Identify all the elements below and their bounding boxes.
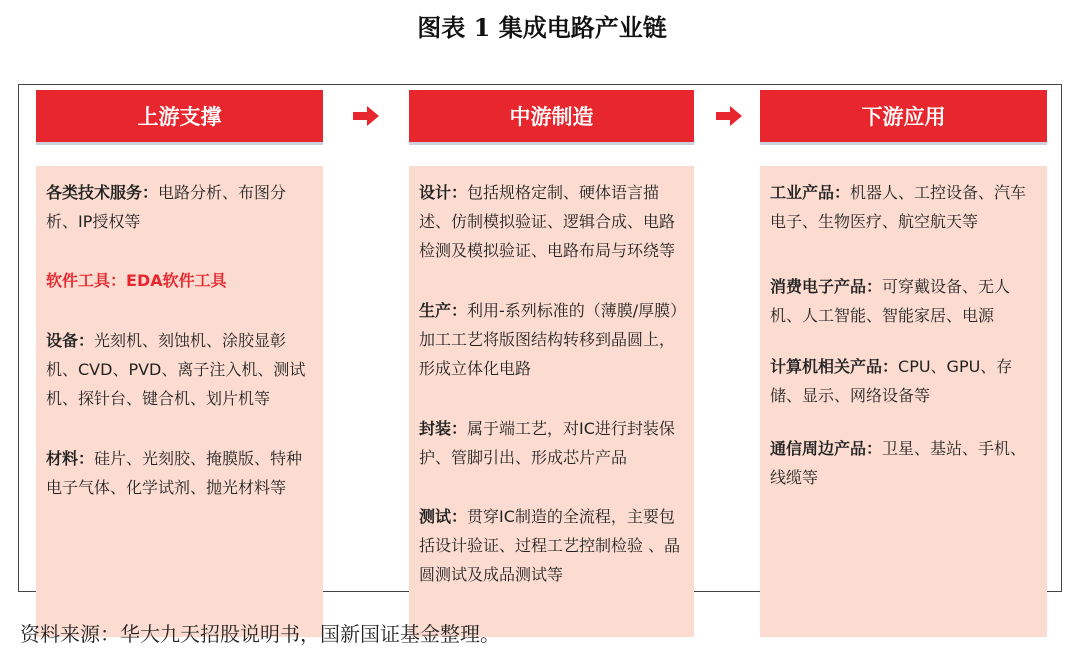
item-text: CPU、GPU、存储、显示、网络设备等: [770, 357, 1013, 405]
item-text: EDA软件工具: [126, 271, 227, 290]
upstream-item-tech-services: [46, 178, 315, 236]
downstream-panel: [760, 166, 1047, 637]
upstream-column: [36, 90, 323, 637]
downstream-column: [760, 90, 1047, 637]
item-label: 测试：: [419, 507, 468, 526]
item-text: 光刻机、刻蚀机、涂胶显彰机、CVD、PVD、离子注入机、测试机、探针台、键合机、划片机等: [46, 331, 306, 408]
source-note: 资料来源：华大九天招股说明书，国新国证基金整理。: [20, 622, 500, 646]
item-text: 贯穿IC制造的全流程，主要包括设计验证、过程工艺控制检验 、晶圆测试及成品测试等: [419, 507, 681, 584]
midstream-item-testing: [419, 502, 686, 589]
item-text: 电路分析、布图分析、IP授权等: [46, 183, 287, 231]
item-text: 利用-系列标准的（薄膜/厚膜）加工工艺将版图结构转移到晶圆上，形成立体化电路: [419, 301, 679, 378]
item-label: 各类技术服务：: [46, 183, 159, 202]
item-text: 可穿戴设备、无人机、人工智能、智能家居、电源: [770, 277, 1011, 325]
upstream-item-software-tools: [46, 266, 315, 295]
arrow-right-icon: [716, 106, 742, 126]
midstream-item-production: [419, 296, 686, 383]
midstream-header: 中游制造: [409, 90, 694, 142]
downstream-item-consumer: [770, 272, 1039, 330]
downstream-item-computing: [770, 352, 1039, 410]
upstream-header: 上游支撑: [36, 90, 323, 142]
item-label: 设计：: [419, 183, 468, 202]
item-label: 生产：: [419, 301, 468, 320]
midstream-column: [409, 90, 694, 637]
upstream-panel: [36, 166, 323, 637]
item-label: 工业产品：: [770, 183, 851, 202]
item-label: 材料：: [46, 449, 95, 468]
arrow-right-icon: [353, 106, 379, 126]
item-label: 软件工具：: [46, 271, 127, 290]
downstream-item-communication: [770, 434, 1039, 492]
item-label: 设备：: [46, 331, 95, 350]
item-text: 包括规格定制、硬体语言描述、仿制模拟验证、逻辑合成、电路检测及模拟验证、电路布局与环绕等: [419, 183, 676, 260]
item-label: 通信周边产品：: [770, 439, 883, 458]
item-label: 封装：: [419, 419, 468, 438]
midstream-item-packaging: [419, 414, 686, 472]
upstream-item-equipment: [46, 326, 315, 413]
downstream-header: 下游应用: [760, 90, 1047, 142]
midstream-panel: [409, 166, 694, 637]
downstream-item-industrial: [770, 178, 1039, 236]
item-text: 属于端工艺，对IC进行封装保护、管脚引出、形成芯片产品: [419, 419, 675, 467]
upstream-item-materials: [46, 444, 315, 502]
item-label: 计算机相关产品：: [770, 357, 899, 376]
item-label: 消费电子产品：: [770, 277, 883, 296]
item-text: 机器人、工控设备、汽车电子、生物医疗、航空航天等: [770, 183, 1027, 231]
midstream-item-design: [419, 178, 686, 265]
item-text: 硅片、光刻胶、掩膜版、特种电子气体、化学试剂、抛光材料等: [46, 449, 303, 497]
figure-title: 图表 1 集成电路产业链: [417, 13, 667, 42]
item-text: 卫星、基站、手机、线缆等: [770, 439, 1027, 487]
